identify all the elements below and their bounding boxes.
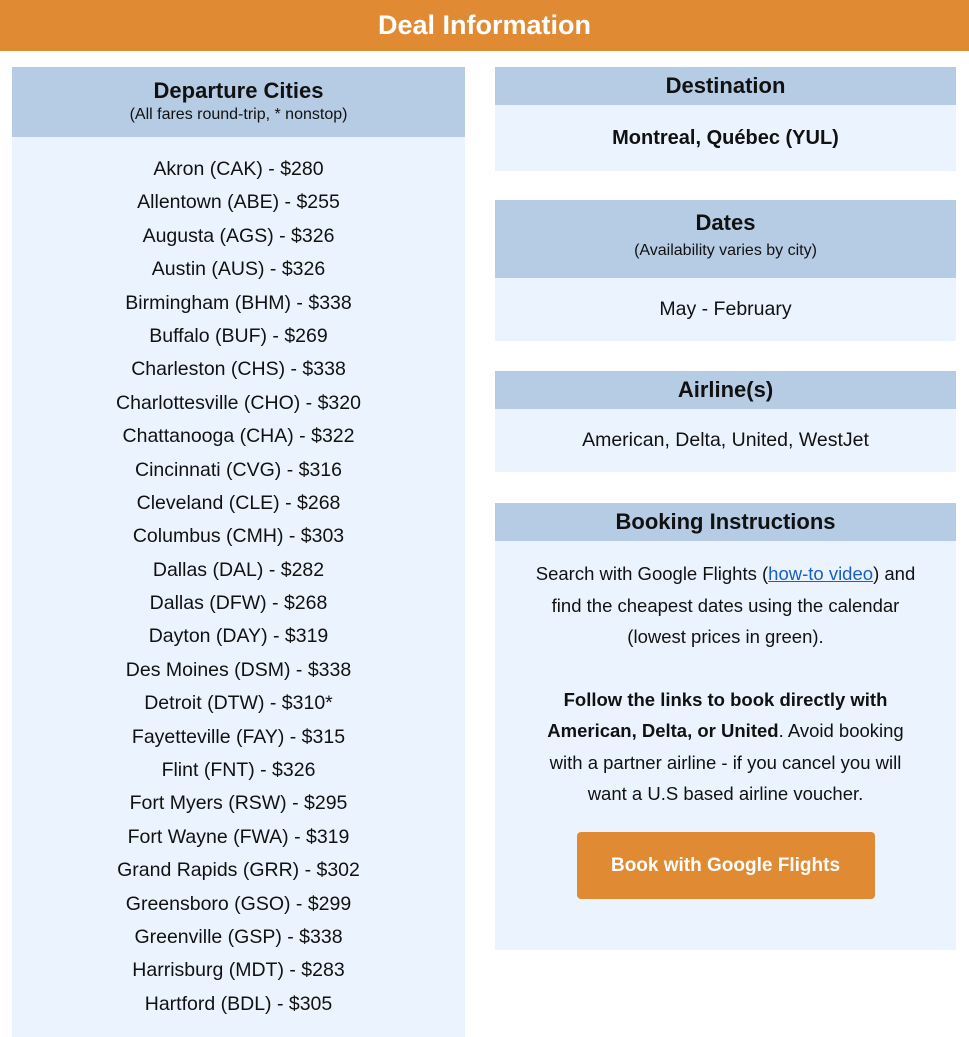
destination-title: Destination: [665, 73, 786, 98]
page-title: Deal Information: [377, 10, 592, 40]
airlines-body: [495, 409, 956, 472]
booking-advice-rest: . Avoid booking with a partner airline - if you cancel you will want a U.S based airline voucher.: [549, 720, 904, 804]
booking-advice-bold: Follow the links to book directly with American, Delta, or United: [547, 688, 888, 741]
departure-cities-title: Departure Cities: [153, 78, 324, 103]
airlines-title: Airline(s): [677, 377, 774, 402]
search-instructions-text: [535, 558, 916, 653]
list-item: Fort Myers (RSW) - $295: [129, 792, 348, 815]
list-item: Charlottesville (CHO) - $320: [116, 391, 361, 414]
departure-cities-header: [12, 67, 465, 137]
list-item: Greenville (GSP) - $338: [134, 925, 343, 948]
departure-cities-subtitle: (All fares round-trip, * nonstop): [129, 106, 348, 123]
list-item: Allentown (ABE) - $255: [137, 191, 340, 214]
list-item: Flint (FNT) - $326: [161, 759, 316, 782]
list-item: Columbus (CMH) - $303: [132, 525, 345, 548]
list-item: Augusta (AGS) - $326: [142, 224, 335, 247]
dates-header: [495, 200, 956, 278]
dates-panel: [495, 200, 956, 341]
list-item: Hartford (BDL) - $305: [144, 992, 333, 1015]
list-item: Akron (CAK) - $280: [153, 158, 324, 180]
list-item: Chattanooga (CHA) - $322: [122, 425, 355, 448]
list-item: Cleveland (CLE) - $268: [136, 491, 341, 514]
paragraph-spacer: [535, 653, 916, 684]
booking-instructions-panel: [495, 503, 956, 950]
list-item: Fort Wayne (FWA) - $319: [127, 825, 350, 848]
list-item: Birmingham (BHM) - $338: [125, 291, 352, 314]
list-item: Greensboro (GSO) - $299: [125, 892, 352, 915]
list-item: Cincinnati (CVG) - $316: [135, 458, 342, 481]
list-item: Fayetteville (FAY) - $315: [131, 725, 346, 748]
list-item: Charleston (CHS) - $338: [131, 358, 346, 381]
booking-advice-text: [535, 684, 916, 810]
book-with-google-flights-button[interactable]: Book with Google Flights: [577, 832, 875, 899]
search-text-prefix: Search with Google Flights (: [535, 563, 769, 584]
list-item: Buffalo (BUF) - $269: [149, 324, 328, 347]
list-item: Detroit (DTW) - $310*: [144, 692, 333, 715]
deal-information-header: [0, 0, 969, 51]
destination-panel: [495, 67, 956, 171]
dates-value: May - February: [659, 298, 792, 320]
departure-cities-panel: [12, 67, 465, 1037]
destination-value: Montreal, Québec (YUL): [612, 126, 839, 149]
airlines-value: American, Delta, United, WestJet: [582, 429, 869, 451]
how-to-video-link[interactable]: how-to video: [768, 563, 874, 584]
dates-subtitle: (Availability varies by city): [634, 242, 817, 259]
list-item: Grand Rapids (GRR) - $302: [117, 859, 360, 882]
list-item: Dallas (DAL) - $282: [152, 558, 325, 581]
dates-body: [495, 278, 956, 341]
list-item: Des Moines (DSM) - $338: [125, 658, 352, 681]
dates-title: Dates: [695, 210, 756, 235]
list-item: Austin (AUS) - $326: [151, 258, 326, 281]
list-item: Harrisburg (MDT) - $283: [132, 959, 345, 982]
list-item: Dallas (DFW) - $268: [149, 592, 328, 615]
departure-cities-list: [12, 137, 465, 1037]
booking-instructions-title: Booking Instructions: [615, 509, 836, 534]
list-item: Dayton (DAY) - $319: [148, 625, 329, 648]
airlines-header: [495, 371, 956, 409]
destination-body: [495, 105, 956, 171]
booking-instructions-header: [495, 503, 956, 541]
airlines-panel: [495, 371, 956, 472]
search-text-suffix: ) and find the cheapest dates using the calendar (lowest prices in green).: [551, 563, 916, 647]
destination-header: [495, 67, 956, 105]
booking-instructions-body: [495, 541, 956, 950]
